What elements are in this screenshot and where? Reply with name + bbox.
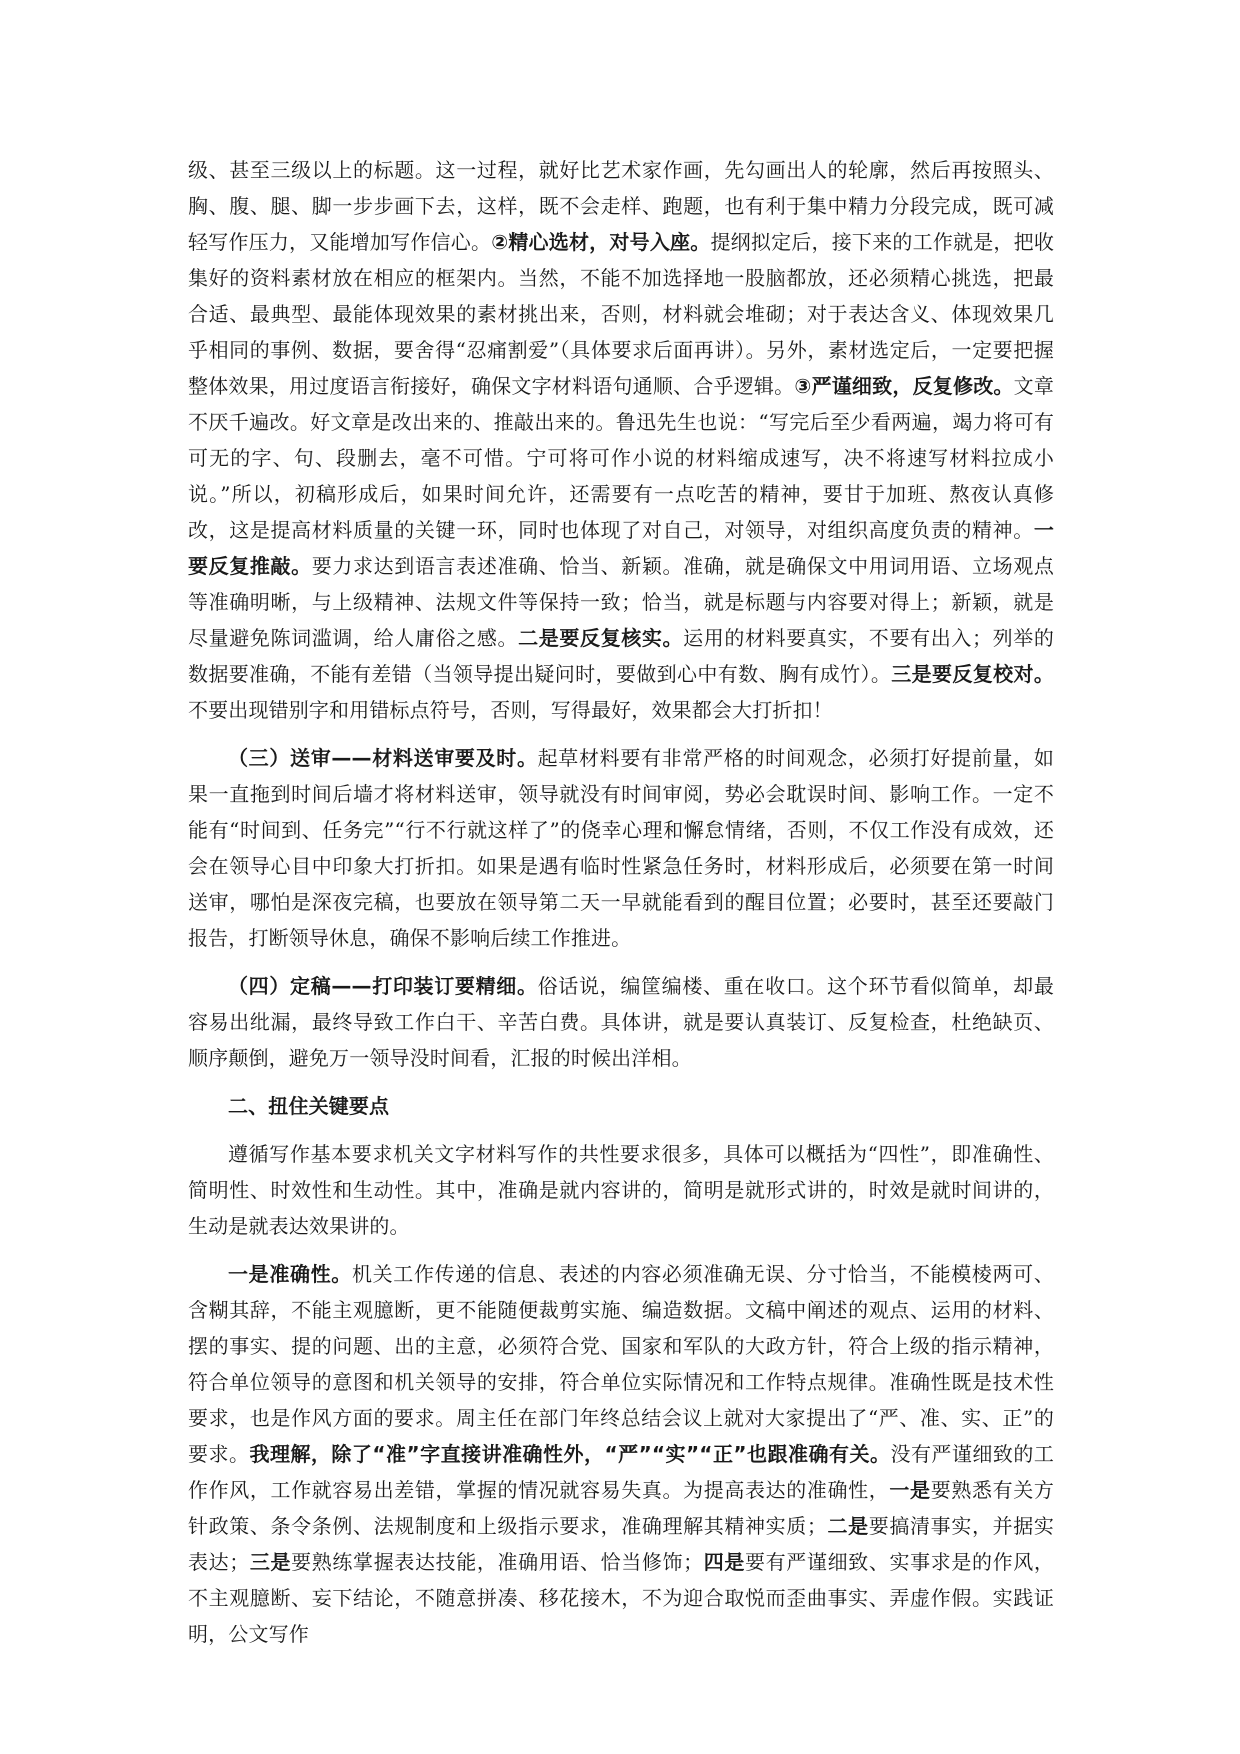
text: 文章不厌千遍改。好文章是改出来的、推敲出来的。鲁迅先生也说：“写完后至少看两遍，竭力将可有可无的字、句、段删去，毫不可惜。宁可将可作小说的材料缩成速写，决不将速写材料拉成小说。”所以，初稿形成后，如果时间允许，还需要有一点吃苦的精神，要甘于加班、熬夜认真修改，这是提高材料质量的关键一环，同时也体现了对自己，对领导，对组织高度负责的精神。 [188, 374, 1054, 542]
bold-phrase: 二是 [827, 1514, 869, 1538]
bold-phrase: 四是 [703, 1550, 746, 1574]
text: 机关工作传递的信息、表述的内容必须准确无误、分寸恰当，不能模棱两可、含糊其辞，不能主观臆断，更不能随便裁剪实施、编造数据。文稿中阐述的观点、运用的材料、摆的事实、提的问题、出的主意，必须符合党、国家和军队的大政方针，符合上级的指示精神，符合单位领导的意图和机关领导的安排，符合单位实际情况和工作特点规律。准确性既是技术性要求，也是作风方面的要求。周主任在部门年终总结会议上就对大家提出了“严、准、实、正”的要求。 [188, 1262, 1054, 1466]
paragraph-four-properties [188, 1136, 1054, 1244]
bold-phrase: 三是 [249, 1550, 292, 1574]
text: 要搞清事实，并据实表达； [188, 1514, 1054, 1574]
text: 要熟练掌握表达技能，准确用语、恰当修饰； [291, 1550, 704, 1574]
bold-phrase: 一是 [889, 1478, 931, 1502]
paragraph-submit-review [188, 740, 1054, 956]
bold-phrase: 三是要反复校对。 [891, 662, 1055, 686]
section-subheading: （四）定稿——打印装订要精细。 [228, 974, 538, 998]
paragraph-finalize [188, 968, 1054, 1076]
text: 起草材料要有非常严格的时间观念，必须打好提前量，如果一直拖到时间后墙才将材料送审，领导就没有时间审阅，势必会耽误时间、影响工作。一定不能有“时间到、任务完”“行不行就这样了”的侥幸心理和懈怠情绪，否则，不仅工作没有成效，还会在领导心目中印象大打折扣。如果是遇有临时性紧急任务时，材料形成后，必须要在第一时间送审，哪怕是深夜完稿，也要放在领导第二天一早就能看到的醒目位置；必要时，甚至还要敲门报告，打断领导休息，确保不影响后续工作推进。 [188, 746, 1055, 950]
paragraph-accuracy [188, 1256, 1054, 1652]
text: 没有严谨细致的工作作风，工作就容易出差错，掌握的情况就容易失真。为提高表达的准确性， [188, 1442, 1054, 1502]
document-page [188, 152, 1054, 1652]
section-heading: 二、扭住关键要点 [228, 1094, 390, 1118]
bold-phrase: 二是要反复核实。 [518, 626, 684, 650]
text: 要有严谨细致、实事求是的作风，不主观臆断、妄下结论，不随意拼凑、移花接木，不为迎合取悦而歪曲事实、弄虚作假。实践证明，公文写作 [188, 1550, 1055, 1646]
bold-phrase: 一要反复推敲。 [188, 518, 1054, 578]
bold-phrase: ③严谨细致，反复修改。 [794, 374, 1014, 398]
text: 提纲拟定后，接下来的工作就是，把收集好的资料素材放在相应的框架内。当然，不能不加选择地一股脑都放，还必须精心挑选，把最合适、最典型、最能体现效果的素材挑出来，否则，材料就会堆砌；对于表达含义、体现效果几乎相同的事例、数据，要舍得“忍痛割爱”（具体要求后面再讲）。另外，素材选定后，一定要把握整体效果，用过度语言衔接好，确保文字材料语句通顺、合乎逻辑。 [188, 230, 1054, 398]
text: 俗话说，编筐编楼、重在收口。这个环节看似简单，却最容易出纰漏，最终导致工作白干、辛苦白费。具体讲，就是要认真装订、反复检查，杜绝缺页、顺序颠倒，避免万一领导没时间看，汇报的时候出洋相。 [188, 974, 1055, 1070]
text: 要力求达到语言表述准确、恰当、新颖。准确，就是确保文中用词用语、立场观点等准确明晰，与上级精神、法规文件等保持一致；恰当，就是标题与内容要对得上；新颖，就是尽量避免陈词滥调，给人庸俗之感。 [188, 554, 1054, 650]
bold-phrase: ②精心选材，对号入座。 [491, 230, 711, 254]
bold-phrase: 我理解，除了“准”字直接讲准确性外，“严”“实”“正”也跟准确有关。 [249, 1442, 891, 1466]
text: 要熟悉有关方针政策、条令条例、法规制度和上级指示要求，准确理解其精神实质； [188, 1478, 1054, 1538]
text: 运用的材料要真实，不要有出入；列举的数据要准确，不能有差错（当领导提出疑问时，要做到心中有数、胸有成竹）。 [188, 626, 1055, 686]
text: 不要出现错别字和用错标点符号，否则，写得最好，效果都会大打折扣！ [188, 698, 833, 722]
text: 级、甚至三级以上的标题。这一过程，就好比艺术家作画，先勾画出人的轮廓，然后再按照头、胸、腹、腿、脚一步步画下去，这样，既不会走样、跑题，也有利于集中精力分段完成，既可减轻写作压力，又能增加写作信心。 [188, 158, 1054, 254]
bold-phrase: 一是准确性。 [228, 1262, 352, 1286]
text: 遵循写作基本要求机关文字材料写作的共性要求很多，具体可以概括为“四性”，即准确性、简明性、时效性和生动性。其中，准确是就内容讲的，简明是就形式讲的，时效是就时间讲的，生动是就表达效果讲的。 [188, 1142, 1054, 1238]
paragraph-outline-continuation [188, 152, 1054, 728]
section-subheading: （三）送审——材料送审要及时。 [228, 746, 538, 770]
